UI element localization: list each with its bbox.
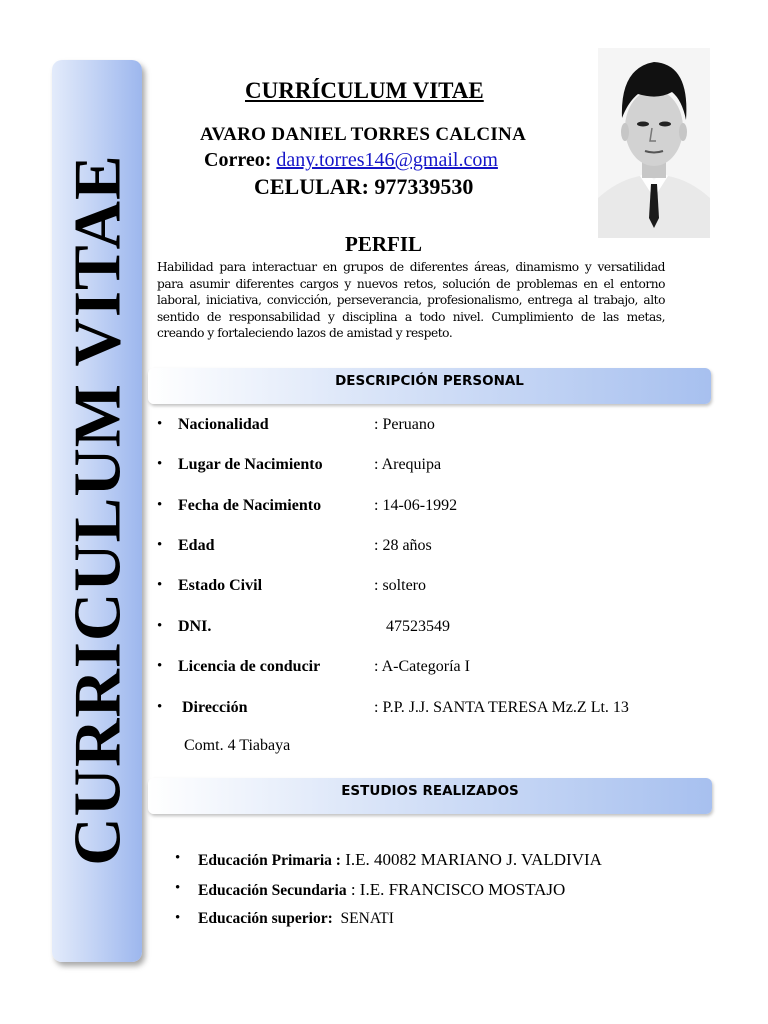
study-entry xyxy=(198,910,394,928)
profile-heading: PERFIL xyxy=(345,232,423,256)
study-value: I.E. 40082 MARIANO J. VALDIVIA xyxy=(340,850,602,869)
bullet-icon: • xyxy=(157,658,163,674)
candidate-name: AVARO DANIEL TORRES CALCINA xyxy=(200,124,527,145)
bullet-icon: • xyxy=(157,416,163,432)
info-label: Estado Civil xyxy=(178,577,263,594)
info-label: Fecha de Nacimiento xyxy=(178,497,322,514)
email-label: Correo: xyxy=(204,149,277,171)
address-continuation: Comt. 4 Tiabaya xyxy=(184,737,291,754)
info-value: : Arequipa xyxy=(374,456,442,473)
info-label: Lugar de Nacimiento xyxy=(178,456,323,473)
person-photo-icon xyxy=(598,48,710,238)
info-value: : Peruano xyxy=(374,416,435,433)
info-value: : A-Categoría I xyxy=(374,658,470,675)
study-label: Educación superior: xyxy=(198,910,333,927)
bullet-icon: • xyxy=(157,618,163,634)
personal-section-header: DESCRIPCIÓN PERSONAL xyxy=(148,368,711,404)
profile-paragraph: Habilidad para interactuar en grupos de diferentes áreas, dinamismo y versatilidad para asumir diferentes cargos y nuevos retos, solución de problemas en el entorno laboral, iniciativa, convicción, perseverancia, profesionalismo, entrega al trabajo, alto sentido de responsabilidad y disciplina a todo nivel. Cumplimiento de las metas, creando y fortaleciendo lazos de amistad y respeto. xyxy=(157,260,665,341)
email-link[interactable]: dany.torres146@gmail.com xyxy=(276,149,498,171)
info-label: Licencia de conducir xyxy=(178,658,321,675)
bullet-icon: • xyxy=(157,699,163,715)
info-label: Dirección xyxy=(178,699,248,716)
email-line xyxy=(204,149,498,172)
info-label: DNI. xyxy=(178,618,212,635)
bullet-icon: • xyxy=(157,497,163,513)
study-entry xyxy=(198,880,565,900)
info-value: : 28 años xyxy=(374,537,432,554)
info-value: : 14-06-1992 xyxy=(374,497,458,514)
study-value: SENATI xyxy=(332,910,394,927)
phone-number: CELULAR: 977339530 xyxy=(254,174,474,199)
study-value: : I.E. FRANCISCO MOSTAJO xyxy=(346,880,566,899)
sidebar-vertical-title: CURRICULUM VITAE xyxy=(60,154,135,866)
info-label: Edad xyxy=(178,537,215,554)
bullet-icon: • xyxy=(175,880,181,896)
document-title: CURRÍCULUM VITAE xyxy=(245,78,484,103)
study-label: Educación Secundaria xyxy=(198,882,347,899)
info-label: Nacionalidad xyxy=(178,416,269,433)
info-value: 47523549 xyxy=(374,618,450,635)
info-value: : P.P. J.J. SANTA TERESA Mz.Z Lt. 13 xyxy=(374,699,629,716)
bullet-icon: • xyxy=(175,850,181,866)
bullet-icon: • xyxy=(157,577,163,593)
bullet-icon: • xyxy=(175,910,181,926)
profile-photo xyxy=(598,48,710,238)
bullet-icon: • xyxy=(157,456,163,472)
studies-section-header: ESTUDIOS REALIZADOS xyxy=(148,778,712,814)
study-entry xyxy=(198,850,602,870)
info-value: : soltero xyxy=(374,577,426,594)
study-label: Educación Primaria : xyxy=(198,852,341,869)
bullet-icon: • xyxy=(157,537,163,553)
